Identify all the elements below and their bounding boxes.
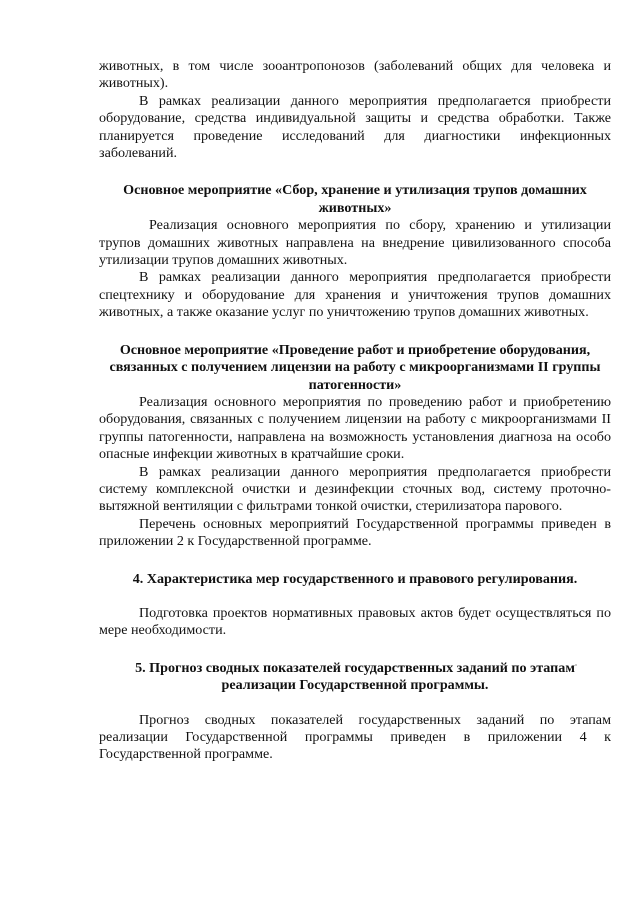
paragraph-carcass-disposal-purchase: В рамках реализации данного мероприятия предполагается приобрести спецтехнику и оборудование для хранения и уничтожения трупов домашних животных, а также оказание услуг по уничтожению трупов домашних животных. [99,269,611,321]
paragraph-activities-list: Перечень основных мероприятий Государственной программы приведен в приложении 2 к Государственной программе. [99,515,611,550]
heading-forecast-indicators: 5. Прогноз сводных показателей государственных заданий по этапам реализации Государственной программы. [135,659,575,694]
paragraph-forecast-indicators: Прогноз сводных показателей государственных заданий по этапам реализации Государственной программы приведен в приложении 4 к Государственной программе. [99,711,611,763]
paragraph-license-works-goal: Реализация основного мероприятия по проведению работ и приобретению оборудования, связанных с получением лицензии на работу с микроорганизмами II группы патогенности, направлена на возможность установления диагноза на особо опасные инфекции животных в кратчайшие сроки. [99,393,611,463]
document-body [99,58,611,764]
scan-speck [575,664,577,666]
heading-carcass-disposal: Основное мероприятие «Сбор, хранение и утилизация трупов домашних животных» [123,182,587,216]
heading-license-works: Основное мероприятие «Проведение работ и приобретение оборудования, связанных с получением лицензии на работу с микроорганизмами II группы патогенности» [109,341,601,393]
heading-regulation-measures: 4. Характеристика мер государственного и правового регулирования. [132,570,578,587]
paragraph-carcass-disposal-goal: Реализация основного мероприятия по сбору, хранению и утилизации трупов домашних животных направлена на внедрение цивилизованного способа утилизации трупов домашних животных. [99,217,611,269]
paragraph-license-works-purchase: В рамках реализации данного мероприятия предполагается приобрести систему комплексной очистки и дезинфекции сточных вод, систему проточно-вытяжной вентиляции с фильтрами тонкой очистки, стерилизатора парового. [99,463,611,515]
paragraph-regulation-acts: Подготовка проектов нормативных правовых актов будет осуществляться по мере необходимости. [99,604,611,639]
paragraph-equipment-purchase: В рамках реализации данного мероприятия предполагается приобрести оборудование, средства индивидуальной защиты и средства обработки. Также планируется проведение исследований для диагностики инфекционных заболеваний. [99,92,611,162]
paragraph-zoonoses: животных, в том числе зооантропонозов (заболеваний общих для человека и животных). [99,58,611,92]
